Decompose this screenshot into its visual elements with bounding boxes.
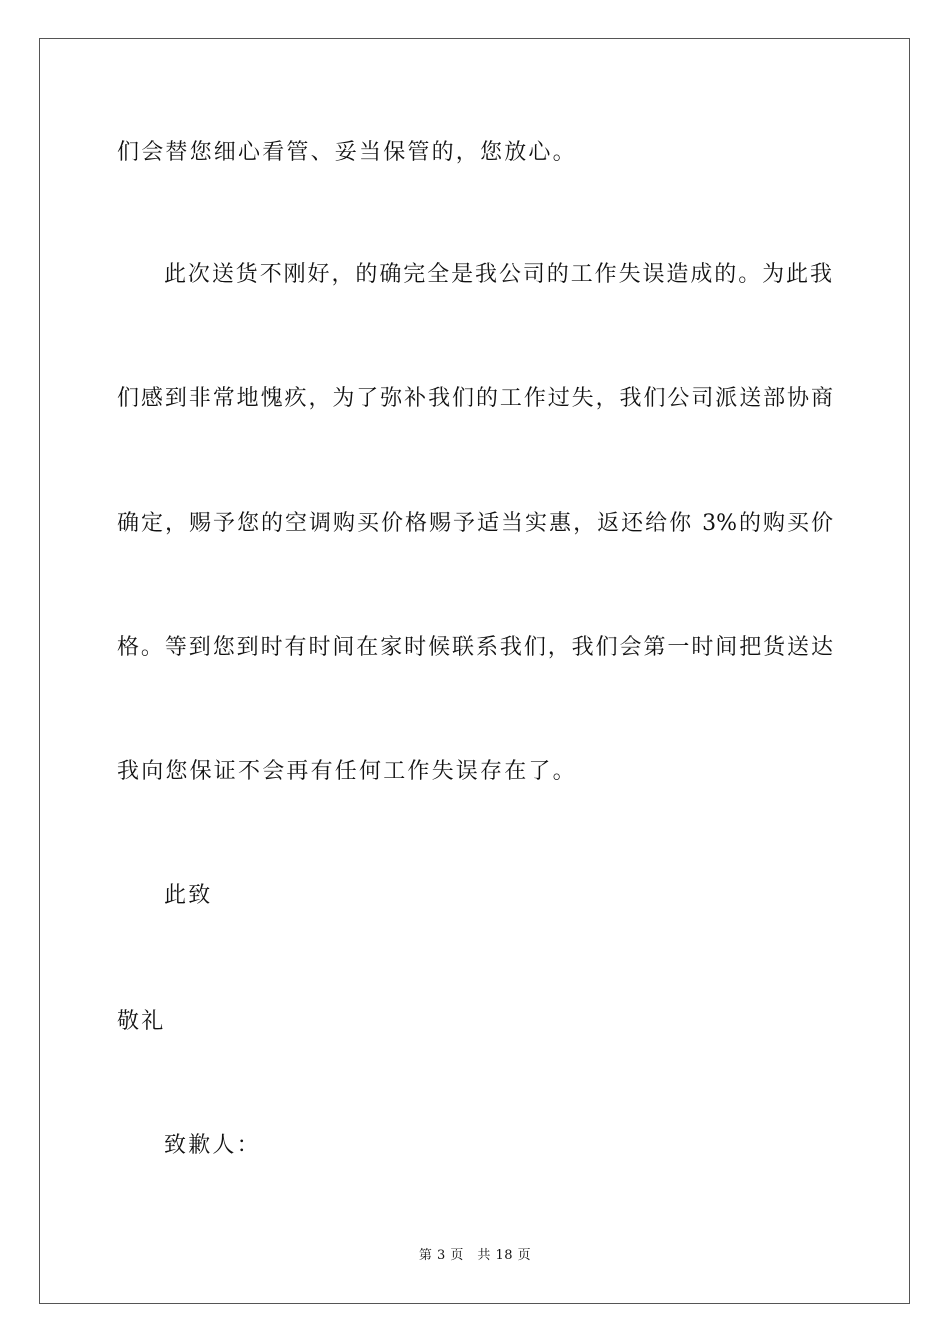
closing-regards: 敬礼: [117, 1009, 166, 1034]
signature-label: 致歉人：: [164, 1133, 261, 1158]
page-footer: 第 3 页 共 18 页: [418, 1248, 532, 1263]
body-line-6: 我向您保证不会再有任何工作失误存在了。: [117, 759, 577, 784]
closing-salutation: 此致: [164, 883, 213, 908]
body-line-2: 此次送货不刚好，的确完全是我公司的工作失误造成的。为此我: [164, 262, 832, 287]
body-line-1: 们会替您细心看管、妥当保管的，您放心。: [117, 140, 577, 165]
body-line-3: 们感到非常地愧疚，为了弥补我们的工作过失，我们公司派送部协商: [117, 386, 833, 411]
body-line-4: 确定，赐予您的空调购买价格赐予适当实惠，返还给你 3%的购买价: [117, 511, 833, 536]
body-line-5: 格。等到您到时有时间在家时候联系我们，我们会第一时间把货送达: [117, 635, 833, 660]
page-frame: [39, 38, 910, 1304]
